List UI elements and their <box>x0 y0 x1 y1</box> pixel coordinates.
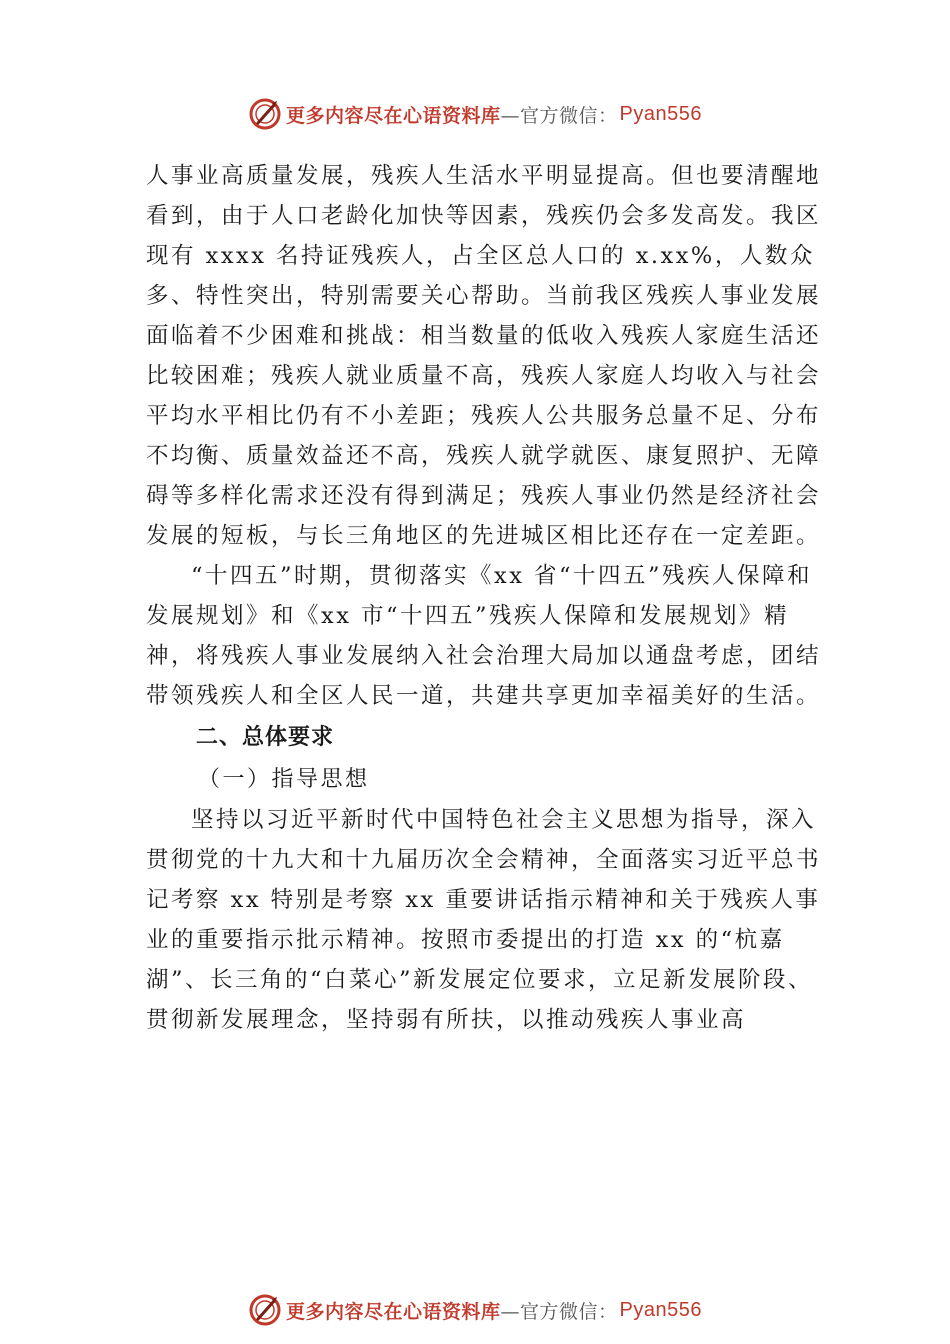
banner-wechat-id: Pyan556 <box>619 1298 702 1321</box>
document-body <box>146 156 836 1040</box>
paragraph-situation: 人事业高质量发展，残疾人生活水平明显提高。但也要清醒地看到，由于人口老龄化加快等因素，残疾仍会多发高发。我区现有 xxxx 名持证残疾人，占全区总人口的 x.xx%，人数众多、特性突出，特别需要关心帮助。当前我区残疾人事业发展面临着不少困难和挑战：相当数量的低收入残疾人家庭生活还比较困难；残疾人就业质量不高，残疾人家庭人均收入与社会平均水平相比仍有不小差距；残疾人公共服务总量不足、分布不均衡、质量效益还不高，残疾人就学就医、康复照护、无障碍等多样化需求还没有得到满足；残疾人事业仍然是经济社会发展的短板，与长三角地区的先进城区相比还存在一定差距。 <box>146 163 822 549</box>
paragraph-guiding-thought: 坚持以习近平新时代中国特色社会主义思想为指导，深入贯彻党的十九大和十九届历次全会精神，全面落实习近平总书记考察 xx 特别是考察 xx 重要讲话指示精神和关于残疾人事业的重要指示批示精神。按照市委提出的打造 xx 的“杭嘉湖”、长三角的“白菜心”新发展定位要求，立足新发展阶段、贯彻新发展理念，坚持弱有所扶，以推动残疾人事业高 <box>146 807 822 1033</box>
section-heading: 二、总体要求 <box>196 725 335 750</box>
footer-banner <box>0 1290 950 1330</box>
logo-seal-icon <box>248 1293 282 1327</box>
banner-title: 更多内容尽在心语资料库 <box>286 104 501 127</box>
banner-wechat-id: Pyan556 <box>619 102 702 125</box>
banner-title: 更多内容尽在心语资料库 <box>286 1300 501 1323</box>
banner-wechat-label: —官方微信： <box>500 104 618 127</box>
subsection-heading: （一）指导思想 <box>198 767 370 792</box>
banner-wechat-label: —官方微信： <box>500 1300 618 1323</box>
paragraph-fourteenth-plan: “十四五”时期，贯彻落实《xx 省“十四五”残疾人保障和发展规划》和《xx 市“十四五”残疾人保障和发展规划》精神，将残疾人事业发展纳入社会治理大局加以通盘考虑，团结带领残疾人和全区人民一道，共建共享更加幸福美好的生活。 <box>146 563 822 709</box>
header-banner <box>0 94 950 134</box>
logo-seal-icon <box>248 97 282 131</box>
